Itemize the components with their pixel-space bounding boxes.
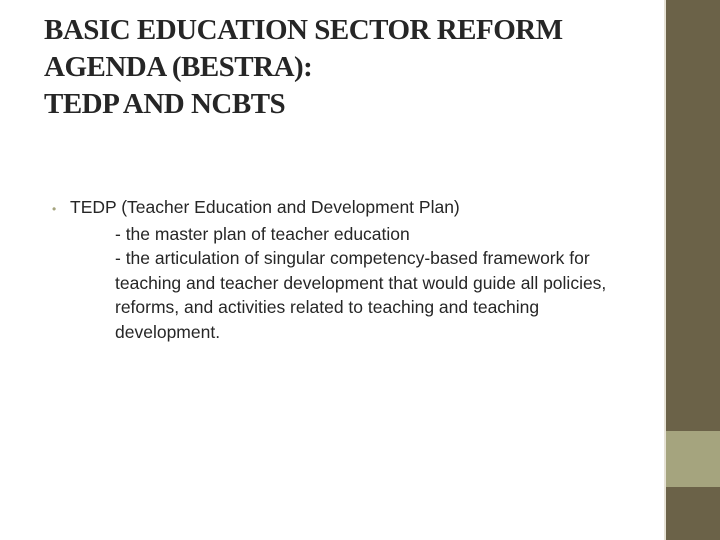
- slide-title: [44, 12, 644, 123]
- bullet-text: TEDP (Teacher Education and Development Plan): [70, 197, 460, 217]
- bullet-item: [52, 195, 642, 222]
- title-line-2: AGENDA (BESTRA):: [44, 51, 313, 83]
- sub-item-2: - the articulation of singular competency-based framework for teaching and teacher development that would guide all policies, reforms, and activities related to teaching and teaching development.: [115, 248, 607, 342]
- sidebar-accent-block: [666, 431, 720, 487]
- title-line-1: BASIC EDUCATION SECTOR REFORM: [44, 14, 563, 46]
- bullet-icon: •: [52, 202, 57, 216]
- slide-body: [52, 195, 642, 344]
- sub-item-1: - the master plan of teacher education: [115, 223, 410, 244]
- title-line-3: TEDP AND NCBTS: [44, 88, 286, 120]
